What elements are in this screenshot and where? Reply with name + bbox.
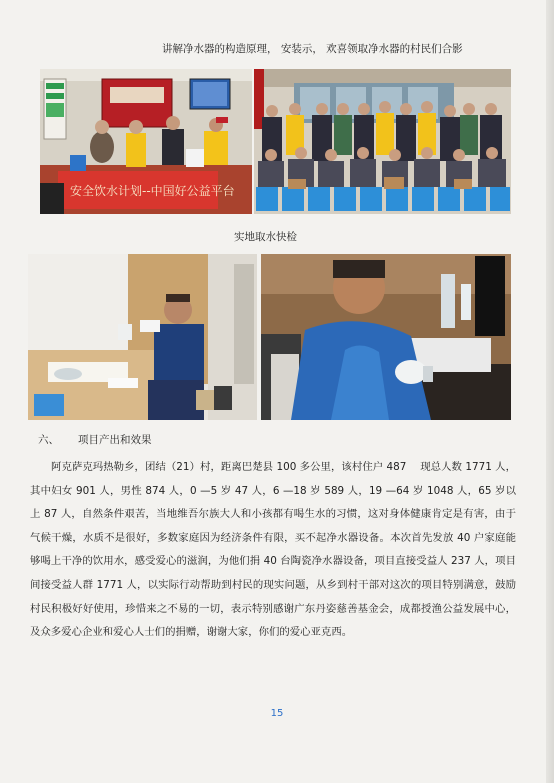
photo-water-testing-2	[261, 254, 511, 420]
section-heading	[38, 432, 152, 447]
photo-caption-middle: 实地取水快检	[234, 231, 297, 243]
photo-explaining-filter	[40, 69, 252, 214]
photo-water-testing-1	[28, 254, 257, 420]
page-number: 15	[270, 708, 284, 719]
photo-group-villagers	[254, 69, 511, 214]
banner-text: 安全饮水计划--中国好公益平台	[70, 184, 235, 198]
page-edge	[546, 0, 554, 783]
section-number: 六、	[38, 434, 59, 446]
photo-caption-top: 讲解净水器的构造原理， 安装示， 欢喜领取净水器的村民们合影	[162, 43, 463, 55]
body-text	[30, 456, 516, 645]
section-title: 项目产出和效果	[78, 434, 152, 446]
body-paragraph: 阿克萨克玛热勒乡，团结（21）村，距离巴楚县 100 多公里，该村住户 487 现总人数 1771 人，其中妇女 901 人，男性 874 人，0 —5 岁 47 人，6 —18 岁 589 人，19 —64 岁 1048 人，65 岁以上 87 人，自然条件艰苦，当地维吾尔族大人和小孩都有喝生水的习惯，这对身体健康肯定是有害，由于气候干燥，水质不是很好，多数家庭因为经济条件有限，买不起净水器设备。本次首先发放 40 户家庭能够喝上干净的饮用水，感受爱心的滋润，为他们捐 40 台陶瓷净水器设备，项目直接受益人 237 人，项目间接受益人群 1771 人，以实际行动帮助到村民的现实问题，从乡到村干部对这次的项目特别满意，鼓励村民积极好好使用，珍惜来之不易的一切，表示特别感谢广东丹姿慈善基金会，成都授渔公益发展中心，及众多爱心企业和爱心人士们的捐赠，谢谢大家，你们的爱心亚克西。	[30, 461, 516, 639]
